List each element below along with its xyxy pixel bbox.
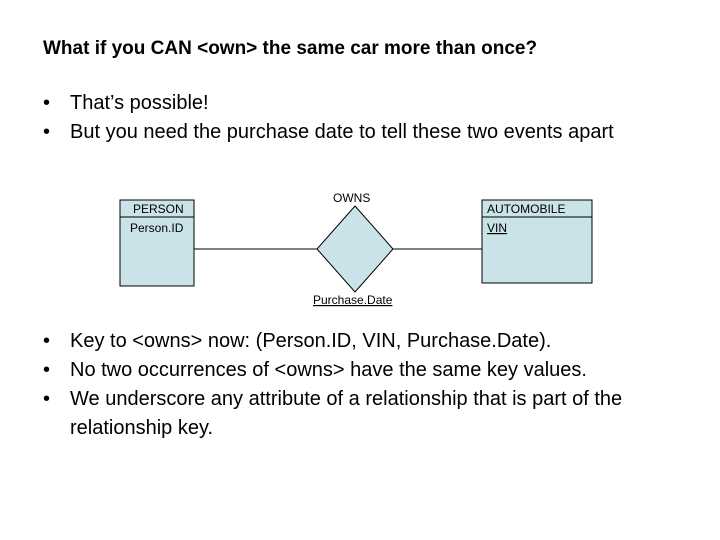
bullet-marker: • <box>43 92 51 114</box>
bullet-marker: • <box>43 121 51 143</box>
slide-title: What if you CAN <own> the same car more than once? <box>43 38 538 59</box>
purchase-date-attribute: Purchase.Date <box>313 293 393 307</box>
owns-relationship-diamond <box>317 206 393 292</box>
bullet-text: That’s possible! <box>70 92 209 114</box>
bottom-bullet-list <box>43 327 693 443</box>
bullet-marker: • <box>43 330 51 352</box>
bullet-text: We underscore any attribute of a relationship that is part of the relationship key. <box>70 388 623 439</box>
vin-attribute: VIN <box>487 221 508 235</box>
automobile-entity-name: AUTOMOBILE <box>487 202 566 216</box>
bullet-text: Key to <owns> now: (Person.ID, VIN, Purchase.Date). <box>70 330 552 352</box>
person-entity-name: PERSON <box>133 202 184 216</box>
person-id-attribute: Person.ID <box>130 221 184 235</box>
bullet-item <box>43 385 693 443</box>
bullet-text: No two occurrences of <owns> have the same key values. <box>70 359 587 381</box>
bullet-marker: • <box>43 359 51 381</box>
bullet-item <box>43 356 693 385</box>
bullet-text: But you need the purchase date to tell these two events apart <box>70 121 614 143</box>
bullet-item <box>43 327 693 356</box>
bullet-marker: • <box>43 388 51 410</box>
owns-relationship-name: OWNS <box>333 191 371 205</box>
